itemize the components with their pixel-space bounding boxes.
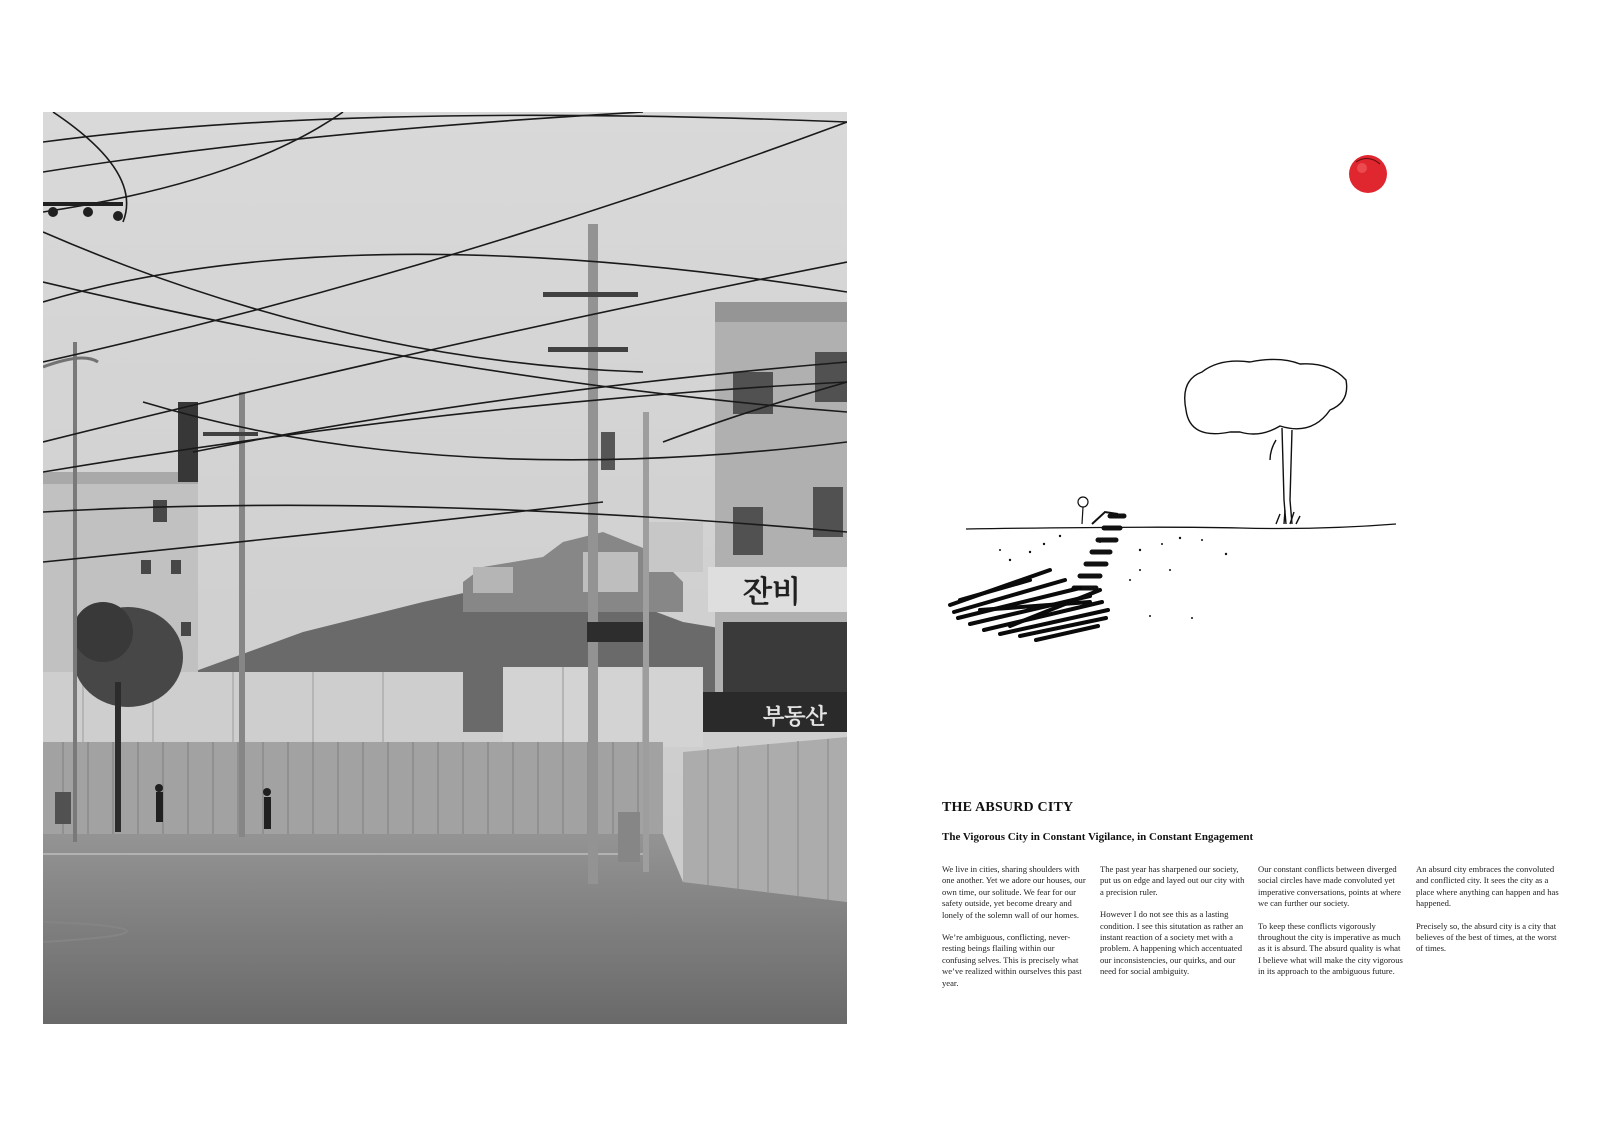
text-column-1 xyxy=(942,864,1088,1000)
paragraph: We live in cities, sharing shoulders with one another. Yet we adore our houses, our own time, our solitude. We fear for our safety outside, yet become dreary and lonely of the solemn wall of our homes. xyxy=(942,864,1086,920)
paragraph: We’re ambiguous, conflicting, never-resting beings flailing within our confusing selves. This is precisely what we’ve realized within ourselves this past year. xyxy=(942,932,1082,988)
paragraph: Precisely so, the absurd city is a city that believes of the best of times, at the worst of times. xyxy=(1416,920,1557,954)
street-photograph xyxy=(43,112,847,1024)
shop-sign-text: 잔비 xyxy=(743,575,801,610)
article-subtitle: The Vigorous City in Constant Vigilance, in Constant Engagement xyxy=(942,831,1254,843)
text-columns xyxy=(942,864,1562,1000)
red-balloon-icon xyxy=(1349,155,1387,193)
tree-drawing xyxy=(1185,359,1347,524)
paragraph: Our constant conflicts between diverged social circles have made convoluted yet imperative conversations, points at where we can further our society. xyxy=(1258,864,1401,909)
text-column-2 xyxy=(1100,864,1246,1000)
text-column-3 xyxy=(1258,864,1404,1000)
text-column-4 xyxy=(1416,864,1562,1000)
paragraph: However I do not see this as a lasting condition. I see this situtation as rather an instant reaction of a society met with a problem. A happening which accentuated our inconsistencies, our quirks, and our need for social ambiguity. xyxy=(1100,909,1244,977)
figure-drawing xyxy=(1078,497,1118,524)
article-title: THE ABSURD CITY xyxy=(942,800,1074,815)
scribble-shadow-drawing xyxy=(950,570,1108,640)
paragraph: An absurd city embraces the convoluted and conflicted city. It sees the city as a place where anything can happen and has happened. xyxy=(1416,864,1559,909)
realty-sign-text: 부동산 xyxy=(763,705,827,730)
horizon-line xyxy=(966,524,1396,529)
paragraph: The past year has sharpened our society, put us on edge and layed out our city with a precision ruler. xyxy=(1100,864,1245,897)
article-text-block xyxy=(942,800,1562,1000)
absurd-city-illustration xyxy=(940,140,1420,660)
paragraph: To keep these conflicts vigorously throughout the city is imperative as much as it is absurd. The absurd quality is what I believe what will make the city vigorous in its approach to the ambiguous future. xyxy=(1258,920,1403,977)
